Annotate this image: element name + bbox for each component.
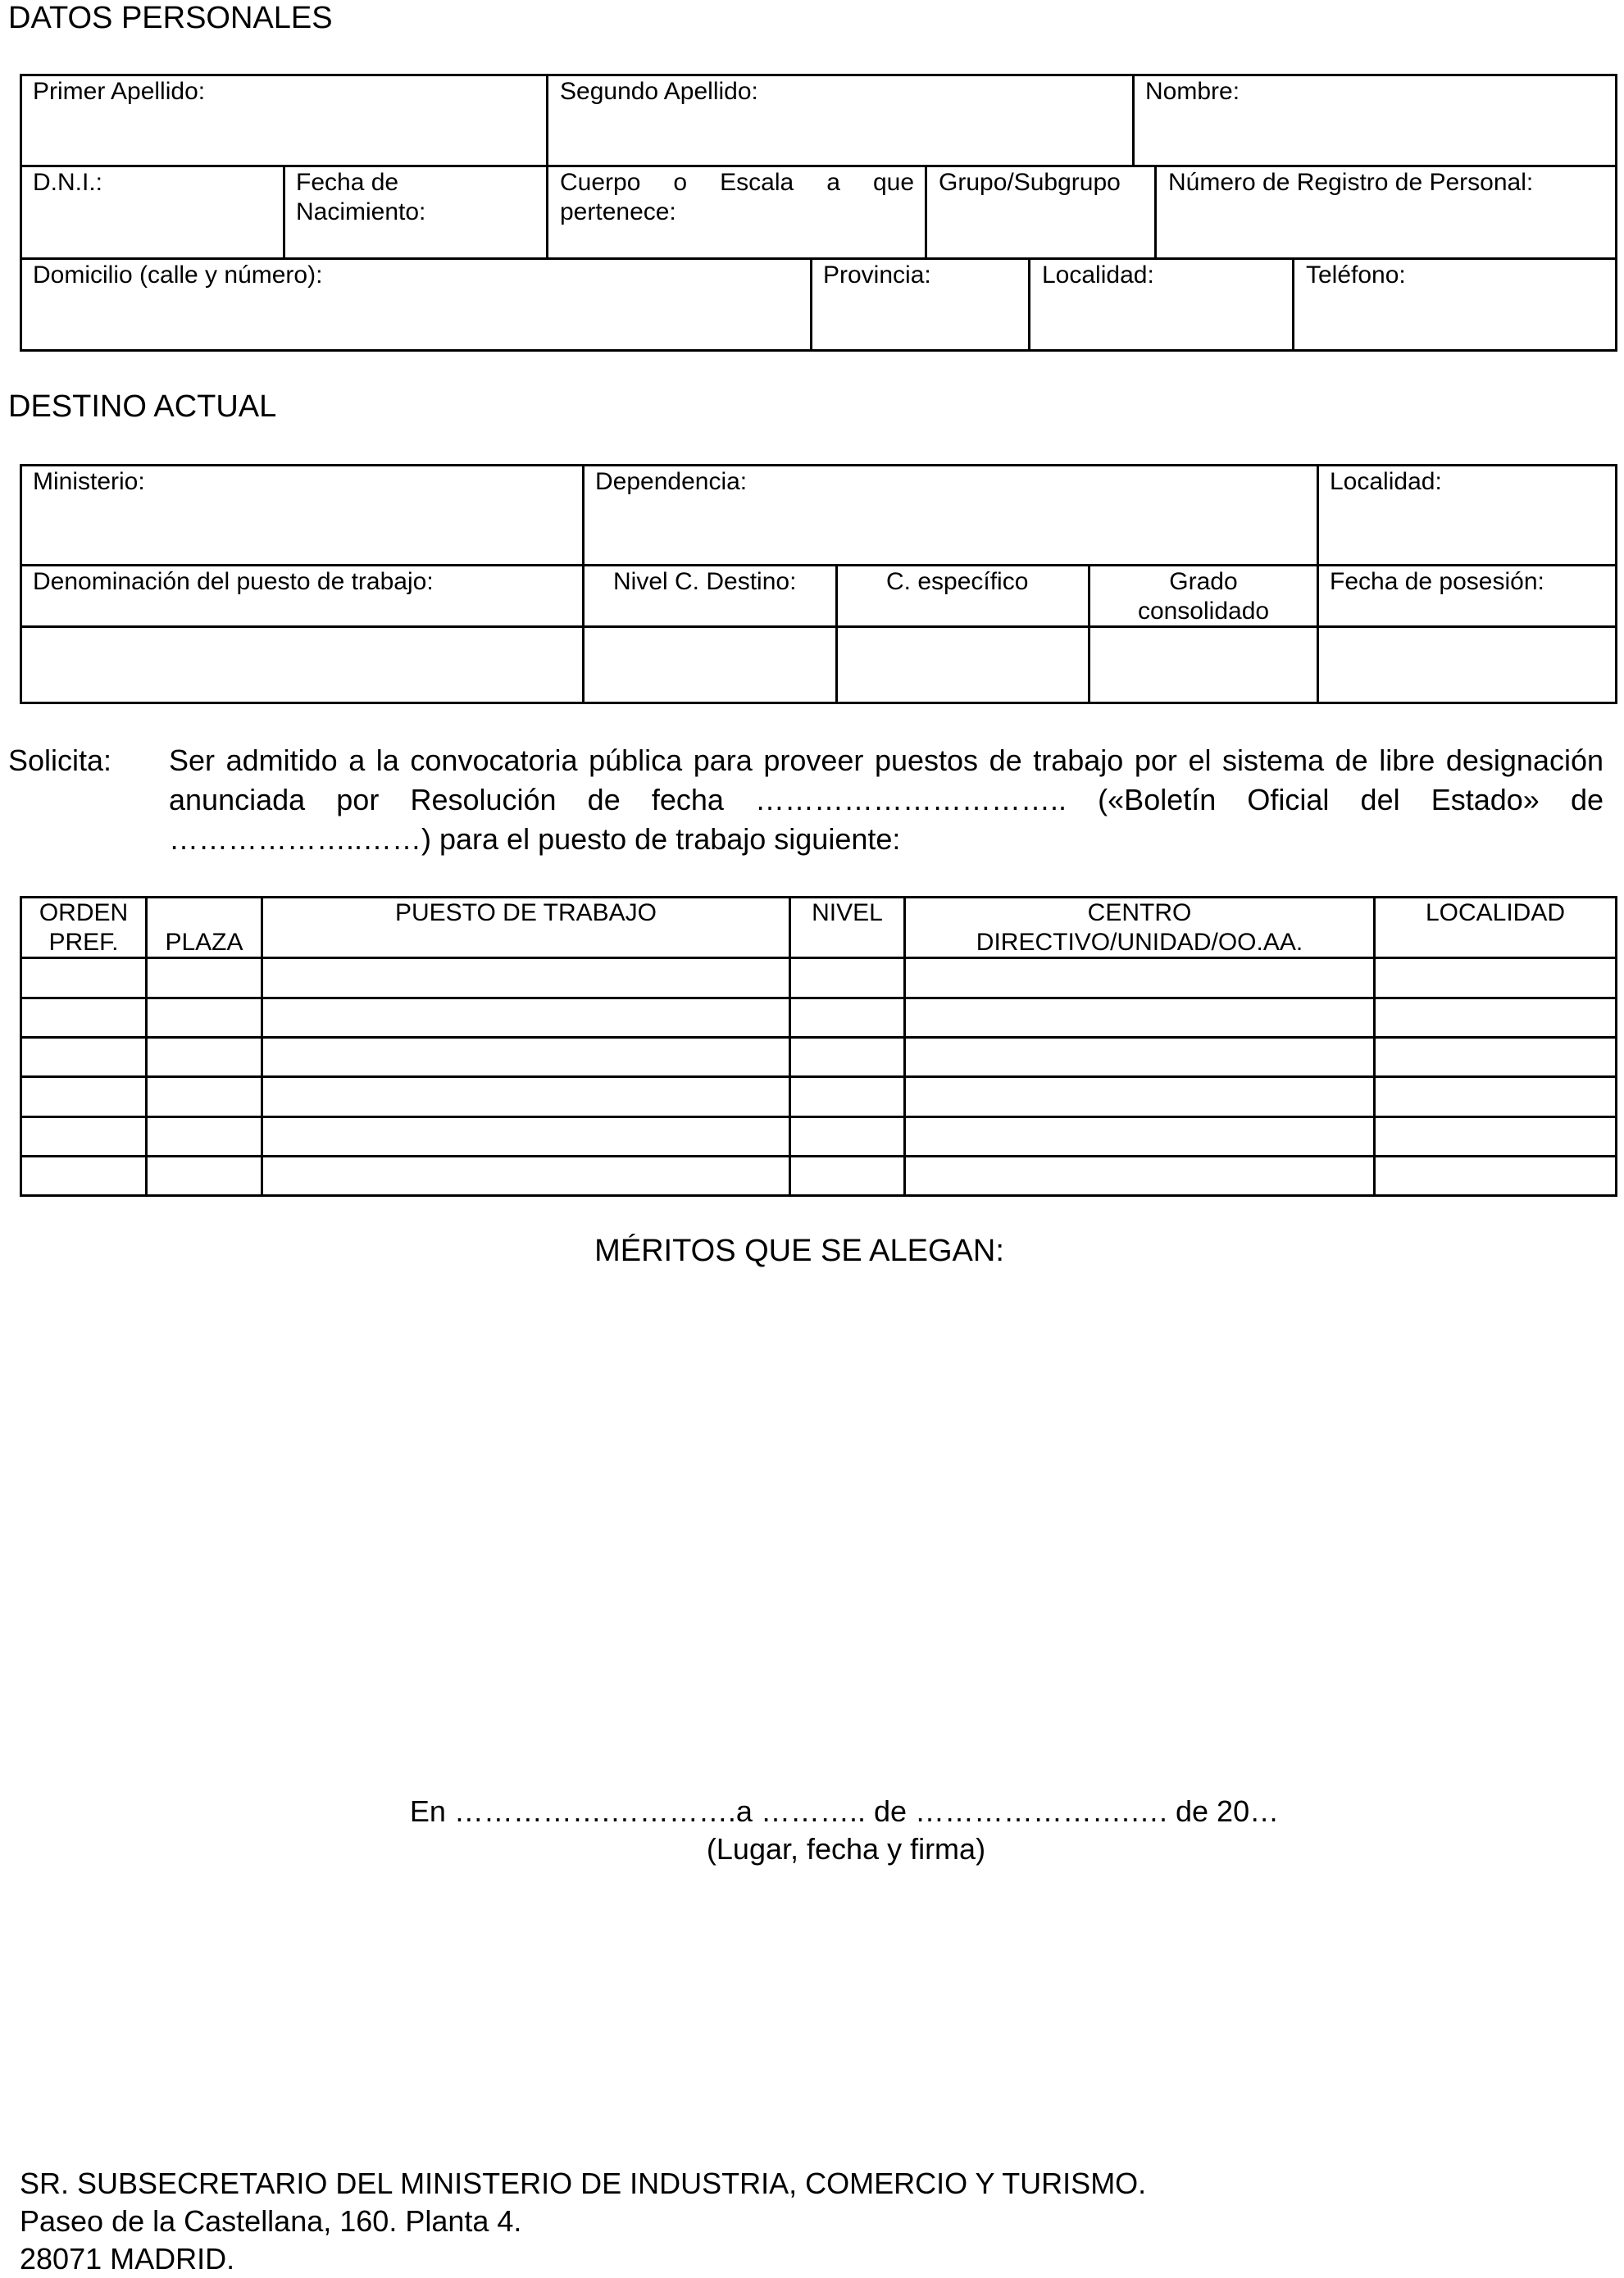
fecha-nacimiento-label-1: Fecha de [296, 169, 399, 196]
col-localidad-header: LOCALIDAD [1425, 899, 1566, 926]
grado-consolidado-label-1: Grado [1169, 568, 1238, 595]
col-plaza-header: PLAZA [165, 929, 243, 956]
solicita-label: Solicita: [8, 743, 112, 777]
col-nivel-header: NIVEL [812, 899, 883, 926]
fecha-posesion-label: Fecha de posesión: [1330, 568, 1544, 595]
col-centro-header-1: CENTRO [1087, 899, 1192, 926]
col-puesto-header: PUESTO DE TRABAJO [395, 899, 657, 926]
nrp-label: Número de Registro de Personal: [1168, 169, 1534, 196]
firma-line: En …………….………….a ……….. de ………………….…. de 20… [409, 1794, 1280, 1828]
section-title-destino-actual: DESTINO ACTUAL [8, 389, 277, 424]
ministerio-label: Ministerio: [33, 468, 145, 495]
section-title-datos-personales: DATOS PERSONALES [8, 1, 333, 35]
col-centro-header-2: DIRECTIVO/UNIDAD/OO.AA. [976, 929, 1303, 956]
cuerpo-escala-label-2: pertenece: [560, 198, 676, 225]
cuerpo-escala-label-1: Cuerpo o Escala a que [560, 169, 914, 196]
col-orden-header-2: PREF. [48, 929, 119, 956]
solicita-text: Ser admitido a la convocatoria pública para proveer puestos de trabajo por el sistema de libre designación anunciada por Resolución de fecha ………………………….. («Boletín Oficial del Estado» de ………………..……) para el puesto de trabajo siguiente: [169, 743, 1604, 856]
domicilio-label: Domicilio (calle y número): [33, 261, 323, 289]
segundo-apellido-label: Segundo Apellido: [560, 78, 758, 105]
firma-caption: (Lugar, fecha y firma) [706, 1832, 986, 1866]
telefono-label: Teléfono: [1306, 261, 1406, 289]
section-title-meritos: MÉRITOS QUE SE ALEGAN: [594, 1234, 1004, 1268]
dependencia-label: Dependencia: [595, 468, 748, 495]
col-orden-header-1: ORDEN [39, 899, 129, 926]
grado-consolidado-label-2: consolidado [1137, 598, 1270, 625]
destino-localidad-label: Localidad: [1330, 468, 1442, 495]
footer-city: 28071 MADRID. [20, 2242, 235, 2276]
primer-apellido-label: Primer Apellido: [33, 78, 206, 105]
dni-label: D.N.I.: [33, 169, 103, 196]
grupo-subgrupo-label: Grupo/Subgrupo [939, 169, 1121, 196]
footer-addressee: SR. SUBSECRETARIO DEL MINISTERIO DE INDUSTRIA, COMERCIO Y TURISMO. [20, 2167, 1147, 2200]
provincia-label: Provincia: [823, 261, 931, 289]
complemento-especifico-label: C. específico [886, 568, 1029, 595]
localidad-label: Localidad: [1042, 261, 1154, 289]
denominacion-puesto-label: Denominación del puesto de trabajo: [33, 568, 434, 595]
nombre-label: Nombre: [1145, 78, 1240, 105]
nivel-destino-label: Nivel C. Destino: [613, 568, 797, 595]
footer-address: Paseo de la Castellana, 160. Planta 4. [20, 2204, 522, 2238]
fecha-nacimiento-label-2: Nacimiento: [296, 198, 426, 225]
